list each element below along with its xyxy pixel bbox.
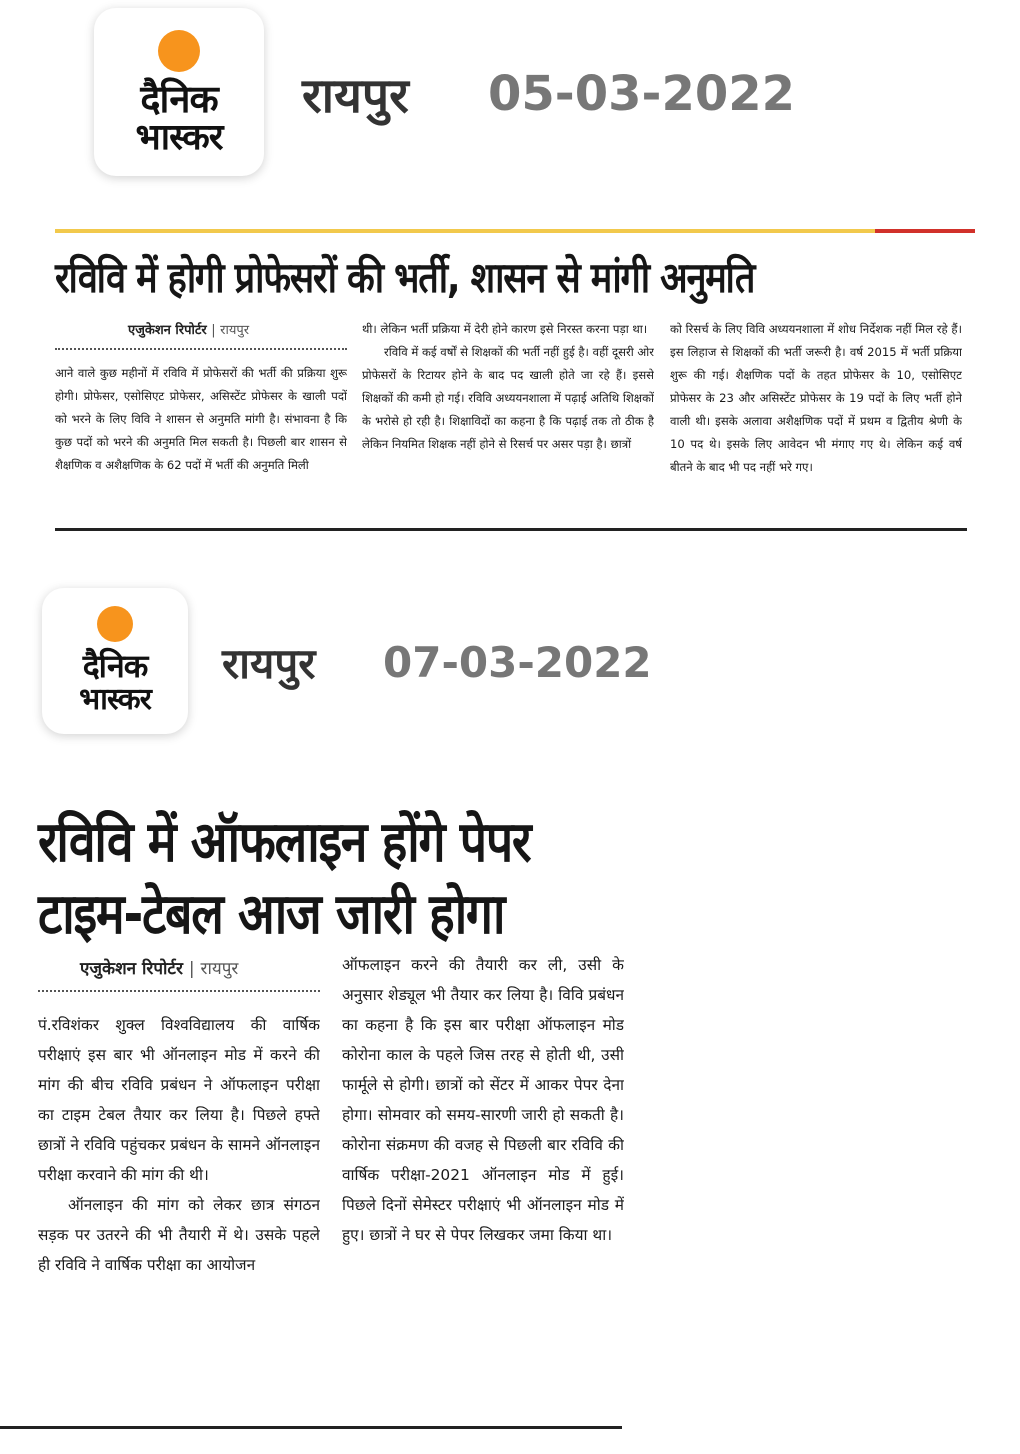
article-column-3	[670, 318, 962, 522]
article-column-2	[342, 950, 624, 1402]
byline-divider	[55, 348, 347, 350]
headline: रविवि में होगी प्रोफेसरों की भर्ती, शासन से मांगी अनुमति	[55, 253, 755, 302]
dainik-bhaskar-logo	[42, 588, 188, 734]
city-label: रायपुर	[302, 68, 409, 124]
byline-place: रायपुर	[220, 323, 250, 338]
city-label: रायपुर	[222, 639, 316, 688]
article-column-1	[55, 362, 347, 522]
date-label: 05-03-2022	[488, 66, 796, 122]
logo-line-2: भास्कर	[135, 117, 223, 158]
logo-line-1: दैनिक	[140, 77, 218, 121]
article-column-1	[38, 1010, 320, 1402]
news-clip-2	[0, 570, 1020, 1454]
headline-top-bar	[55, 229, 975, 233]
column-paragraph: ऑनलाइन की मांग को लेकर छात्र संगठन सड़क पर उतरने की भी तैयारी में थे। उसके पहले ही रविवि ने वार्षिक परीक्षा का आयोजन	[38, 1196, 320, 1274]
byline	[128, 320, 249, 338]
byline	[80, 956, 238, 979]
logo-sun-icon	[158, 30, 200, 72]
column-paragraph: आने वाले कुछ महीनों में रविवि में प्रोफेसरों की भर्ती की प्रक्रिया शुरू होगी। प्रोफेसर, एसोसिएट प्रोफेसर, असिस्टेंट प्रोफेसर के खाली पदों को भरने के लिए विवि ने शासन से अनुमति मांगी है। संभावना है कि कुछ पदों को भरने की अनुमति मिल सकती है। पिछली बार शासन से शैक्षणिक व अशैक्षणिक के 62 पदों में भर्ती की अनुमति मिली	[55, 366, 347, 472]
column-paragraph: थी। लेकिन भर्ती प्रक्रिया में देरी होने कारण इसे निरस्त करना पड़ा था।	[362, 322, 648, 336]
byline-divider	[38, 990, 320, 992]
logo-sun-icon	[97, 606, 133, 642]
news-clip-1	[0, 0, 1020, 560]
byline-separator: |	[211, 323, 216, 338]
article-column-2	[362, 318, 654, 522]
byline-place: रायपुर	[200, 959, 239, 979]
byline-author: एजुकेशन रिपोर्टर	[128, 323, 207, 338]
byline-separator: |	[188, 959, 195, 979]
dainik-bhaskar-logo	[94, 8, 264, 176]
column-paragraph: पं.रविशंकर शुक्ल विश्वविद्यालय की वार्षिक परीक्षाएं इस बार भी ऑनलाइन मोड में करने की मांग की बीच रविवि प्रबंधन ने ऑफलाइन परीक्षा का टाइम टेबल तैयार कर लिया है। पिछले हफ्ते छात्रों ने रविवि पहुंचकर प्रबंधन के सामने ऑनलाइन परीक्षा करवाने की मांग की थी।	[38, 1016, 320, 1184]
column-paragraph: को रिसर्च के लिए विवि अध्ययनशाला में शोध निर्देशक नहीं मिल रहे हैं। इस लिहाज से शिक्षकों की भर्ती जरूरी है। वर्ष 2015 में भर्ती प्रक्रिया शुरू की गई। शैक्षणिक पदों के तहत प्रोफेसर के 10, एसोसिएट प्रोफेसर के 23 और असिस्टेंट प्रोफेसर के 19 पदों के लिए भर्ती होने वाली थी। इसके अलावा अशैक्षणिक पदों में प्रथम व द्वितीय श्रेणी के 10 पद थे। इसके लिए आवेदन भी मंगाए गए थे। लेकिन कई वर्ष बीतने के बाद भी पद नहीं भरे गए।	[670, 322, 962, 474]
column-paragraph: रविवि में कई वर्षों से शिक्षकों की भर्ती नहीं हुई है। वहीं दूसरी ओर प्रोफेसरों के रिटायर होने के बाद पद खाली होते जा रहे हैं। इससे शिक्षकों की कमी हो गई। रविवि अध्ययनशाला में पढ़ाई अतिथि शिक्षकों के भरोसे हो रही है। शिक्षाविदों का कहना है कि पढ़ाई तक तो ठीक है लेकिन नियमित शिक्षक नहीं होने से रिसर्च पर असर पड़ा है। छात्रों	[362, 345, 654, 451]
headline-line-1: रविवि में ऑफलाइन होंगे पेपर	[38, 810, 531, 875]
clip-bottom-rule	[0, 1426, 622, 1429]
headline-line-2: टाइम-टेबल आज जारी होगा	[38, 882, 505, 947]
column-paragraph: ऑफलाइन करने की तैयारी कर ली, उसी के अनुसार शेड्यूल भी तैयार कर लिया है। विवि प्रबंधन का कहना है कि इस बार परीक्षा ऑफलाइन मोड कोरोना काल के पहले जिस तरह से होती थी, उसी फार्मूले से होगी। छात्रों को सेंटर में आकर पेपर देना होगा। सोमवार को समय-सारणी जारी हो सकती है। कोरोना संक्रमण की वजह से पिछली बार रविवि की वार्षिक परीक्षा-2021 ऑनलाइन मोड में हुई। पिछले दिनों सेमेस्टर परीक्षाएं भी ऑनलाइन मोड में हुए। छात्रों ने घर से पेपर लिखकर जमा किया था।	[342, 956, 624, 1244]
date-label: 07-03-2022	[383, 638, 652, 687]
byline-author: एजुकेशन रिपोर्टर	[80, 959, 183, 979]
logo-line-1: दैनिक	[82, 647, 148, 685]
clip-bottom-rule	[55, 528, 967, 531]
logo-line-2: भास्कर	[79, 682, 151, 717]
